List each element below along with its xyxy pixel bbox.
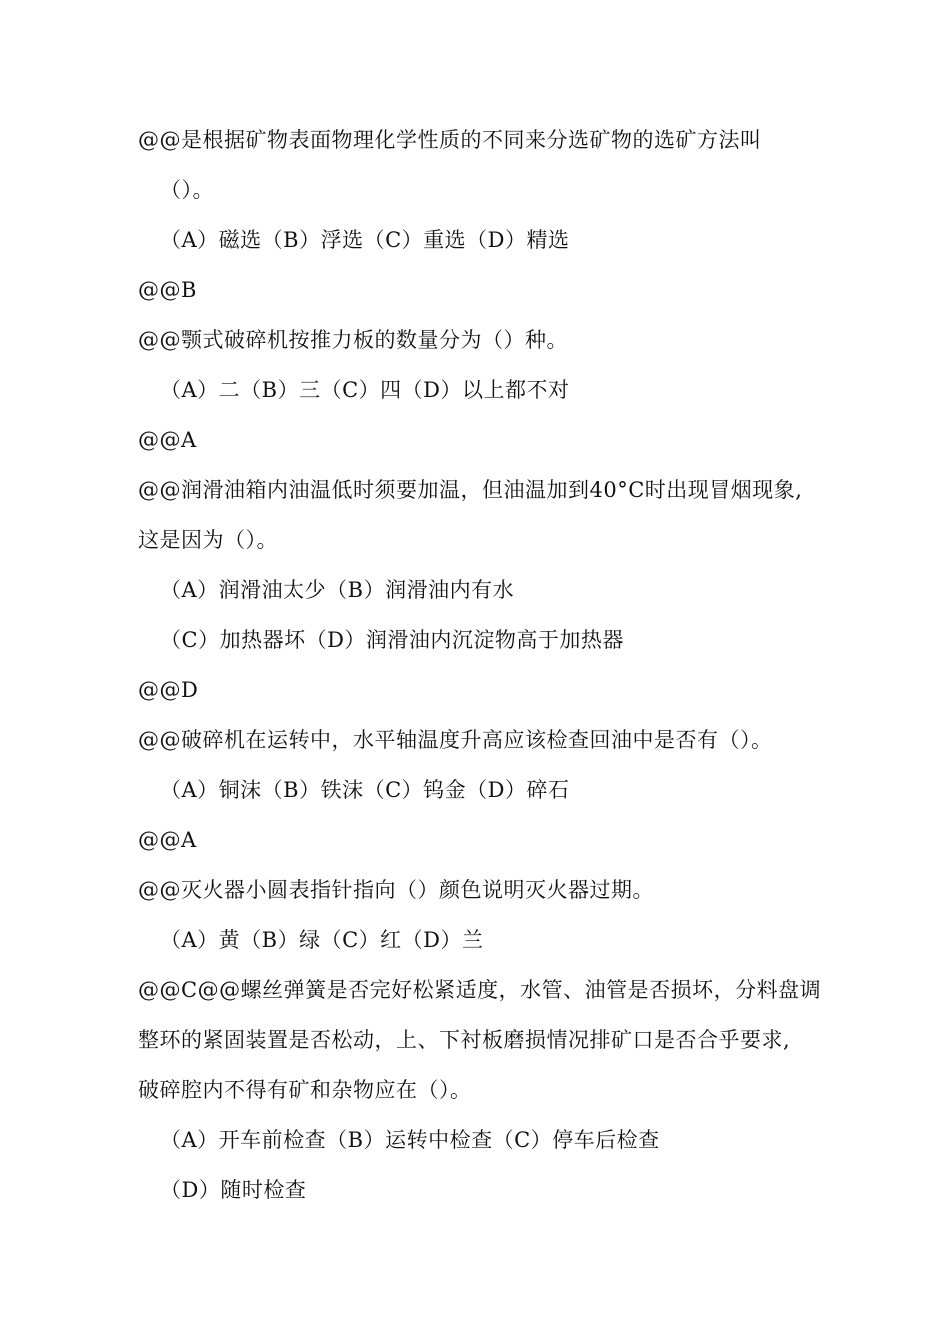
question-3-text: @@润滑油箱内油温低时须要加温，但油温加到40°C时出现冒烟现象,	[138, 478, 803, 502]
question-1-blank: （）。	[160, 178, 214, 202]
question-3-options-cd: （C）加热器坏（D）润滑油内沉淀物高于加热器	[160, 628, 624, 652]
question-3-answer: @@D	[138, 678, 199, 702]
question-6-text-cont-2: 破碎腔内不得有矿和杂物应在（）。	[138, 1078, 472, 1102]
question-4-answer: @@A	[138, 828, 197, 852]
question-4-text: @@破碎机在运转中，水平轴温度升高应该检查回油中是否有（）。	[138, 728, 773, 752]
question-2-text: @@颚式破碎机按推力板的数量分为（）种。	[138, 328, 568, 352]
question-5-options: （A）黄（B）绿（C）红（D）兰	[160, 928, 484, 952]
question-1-options: （A）磁选（B）浮选（C）重选（D）精选	[160, 228, 570, 252]
question-5-text: @@灭火器小圆表指针指向（）颜色说明灭火器过期。	[138, 878, 654, 902]
question-6-text-cont-1: 整环的紧固装置是否松动，上、下衬板磨损情况排矿口是否合乎要求,	[138, 1028, 791, 1052]
question-3-options-ab: （A）润滑油太少（B）润滑油内有水	[160, 578, 515, 602]
question-1-answer: @@B	[138, 278, 197, 302]
question-6-options-abc: （A）开车前检查（B）运转中检查（C）停车后检查	[160, 1128, 660, 1152]
question-6-text: @@C@@螺丝弹簧是否完好松紧适度，水管、油管是否损坏，分料盘调	[138, 978, 822, 1002]
question-2-options: （A）二（B）三（C）四（D）以上都不对	[160, 378, 570, 402]
question-6-options-d: （D）随时检查	[160, 1178, 307, 1202]
question-2-answer: @@A	[138, 428, 197, 452]
question-3-text-cont: 这是因为（）。	[138, 528, 278, 552]
question-1-text: @@是根据矿物表面物理化学性质的不同来分选矿物的选矿方法叫	[138, 128, 762, 152]
question-4-options: （A）铜沫（B）铁沫（C）钨金（D）碎石	[160, 778, 570, 802]
